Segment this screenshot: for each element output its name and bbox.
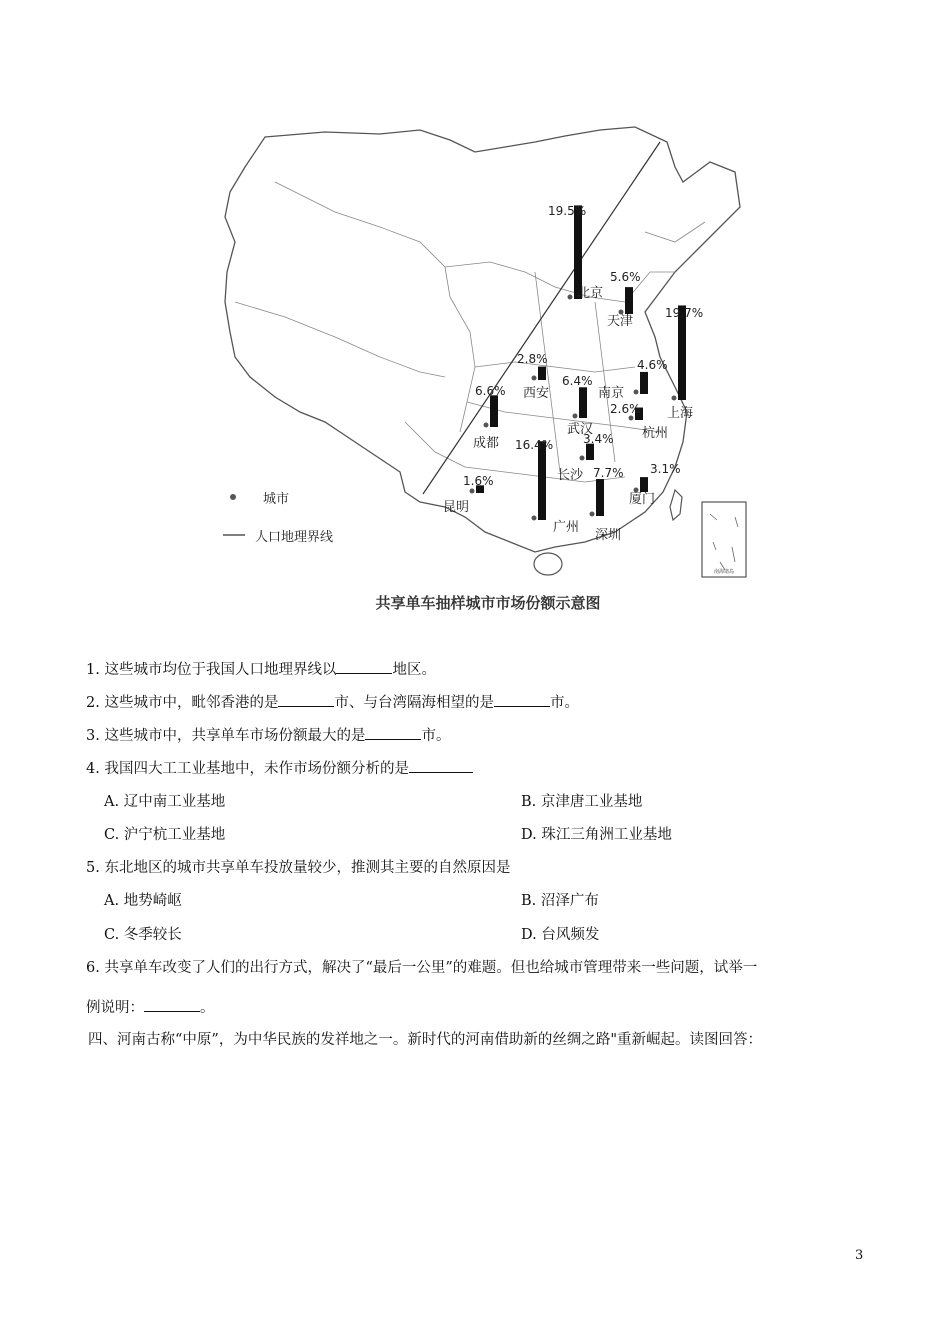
city-label-wuhan: 武汉 [567,422,594,437]
city-label-chengdu: 成都 [473,436,500,451]
city-label-hangzhou: 杭州 [642,426,669,441]
q4-option-d[interactable]: D. 珠江三角洲工业基地 [521,827,672,843]
q5-option-b[interactable]: B. 沼泽广布 [521,893,599,909]
city-dot-10 [590,512,595,517]
pct-label-beijing: 19.5% [548,204,587,218]
pct-label-hangzhou: 2.6% [610,402,641,416]
question-1: 1. 这些城市均位于我国人口地理界线以 地区。 [86,659,436,680]
city-dot-12 [470,489,475,494]
question-4: 4. 我国四大工工业基地中，未作市场份额分析的是 [86,758,473,779]
pct-label-xian: 2.8% [517,352,548,366]
pct-label-nanjing: 4.6% [637,358,668,372]
share-bar-8 [586,444,594,460]
answer-blank[interactable] [494,692,550,707]
city-label-kunming: 昆明 [443,500,470,515]
answer-blank[interactable] [336,659,392,674]
question-6-line2: 例说明： 。 [86,997,215,1018]
share-bar-3 [640,372,648,394]
pct-label-shanghai: 19.7% [665,306,704,320]
city-dot-0 [568,295,573,300]
city-label-beijing: 北京 [577,286,604,301]
pct-label-chengdu: 6.6% [475,384,506,398]
q5-option-d[interactable]: D. 台风频发 [521,927,600,943]
share-bar-4 [538,367,546,380]
question-6-line1: 6. 共享单车改变了人们的出行方式，解决了“最后一公里”的难题。但也给城市管理带来一些问题，试举一 [86,960,758,976]
question-2: 2. 这些城市中，毗邻香港的是 市、与台湾隔海相望的是 市。 [86,692,579,713]
svg-text:南海诸岛: 南海诸岛 [713,569,735,575]
city-label-changsha: 长沙 [557,468,584,483]
city-label-shanghai: 上海 [667,406,694,421]
city-label-shenzhen: 深圳 [595,528,622,543]
q5-option-c[interactable]: C. 冬季较长 [104,927,182,943]
page-number: 3 [855,1248,864,1263]
pct-label-shenzhen: 7.7% [593,466,624,480]
legend-population-line: 人口地理界线 [255,530,334,545]
q4-option-b[interactable]: B. 京津唐工业基地 [521,794,643,810]
city-dot-2 [672,396,677,401]
share-bar-10 [596,479,604,516]
pct-label-wuhan: 6.4% [562,374,593,388]
pct-label-guangzhou: 16.4% [515,438,554,452]
q4-option-c[interactable]: C. 沪宁杭工业基地 [104,827,226,843]
city-label-nanjing: 南京 [598,386,625,401]
city-label-guangzhou: 广州 [553,520,580,535]
pct-label-xiamen: 3.1% [650,462,681,476]
pct-label-kunming: 1.6% [463,474,494,488]
city-dot-5 [484,423,489,428]
q4-option-a[interactable]: A. 辽中南工业基地 [104,794,226,810]
share-bar-9 [538,441,546,520]
question-5: 5. 东北地区的城市共享单车投放量较少，推测其主要的自然原因是 [86,860,511,876]
share-bar-5 [490,395,498,427]
figure-caption: 共享单车抽样城市市场份额示意图 [375,594,601,612]
answer-blank[interactable] [365,725,421,740]
legend-city: 城市 [263,492,290,507]
china-map-outline [205,122,765,632]
pct-label-tianjin: 5.6% [610,270,641,284]
market-share-map-figure [205,122,765,632]
city-dot-9 [532,516,537,521]
q5-option-a[interactable]: A. 地势崎岖 [104,893,182,909]
city-dot-7 [629,416,634,421]
share-bar-6 [579,387,587,418]
city-label-tianjin: 天津 [607,314,634,329]
answer-blank[interactable] [409,758,473,773]
city-dot-3 [634,390,639,395]
city-label-xiamen: 厦门 [629,492,656,507]
city-dot-8 [580,456,585,461]
city-dot-4 [532,376,537,381]
question-3: 3. 这些城市中，共享单车市场份额最大的是 市。 [86,725,450,746]
section-4-intro: 四、河南古称“中原”，为中华民族的发祥地之一。新时代的河南借助新的丝绸之路"重新崛起。读图回答： [88,1032,762,1048]
pct-label-changsha: 3.4% [583,432,614,446]
city-label-xian: 西安 [523,386,550,401]
answer-blank[interactable] [278,692,334,707]
answer-blank[interactable] [144,997,200,1012]
